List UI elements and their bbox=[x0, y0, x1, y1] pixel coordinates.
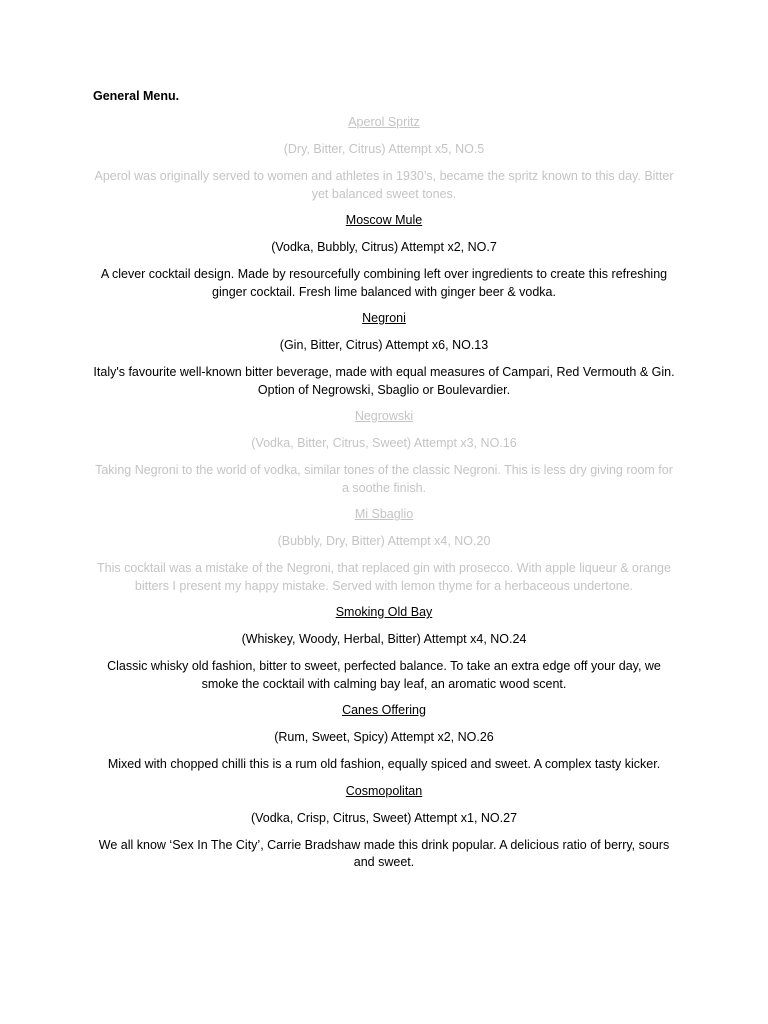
menu-item-description: This cocktail was a mistake of the Negroni, that replaced gin with prosecco. With apple liqueur & orange bitters I present my happy mistake. Served with lemon thyme for a herbaceous undertone. bbox=[97, 561, 671, 593]
menu-item-description: Italy's favourite well-known bitter beverage, made with equal measures of Campari, Red Vermouth & Gin. Option of Negrowski, Sbaglio or Boulevardier. bbox=[93, 365, 675, 397]
menu-item-name: Negrowski bbox=[354, 409, 414, 423]
menu-item-tags: (Vodka, Crisp, Citrus, Sweet) Attempt x1, NO.27 bbox=[250, 810, 518, 825]
menu-item-negrowski bbox=[93, 408, 675, 497]
menu-item-description: Taking Negroni to the world of vodka, similar tones of the classic Negroni. This is less dry giving room for a soothe finish. bbox=[95, 463, 673, 495]
menu-item-description: We all know ‘Sex In The City’, Carrie Bradshaw made this drink popular. A delicious ratio of berry, sours and sweet. bbox=[98, 837, 670, 869]
menu-item-moscow-mule bbox=[93, 212, 675, 301]
menu-item-description: Classic whisky old fashion, bitter to sweet, perfected balance. To take an extra edge off your day, we smoke the cocktail with calming bay leaf, an aromatic wood scent. bbox=[107, 659, 661, 691]
menu-item-name: Negroni bbox=[362, 311, 406, 325]
menu-document bbox=[93, 88, 675, 881]
menu-item-description: Aperol was originally served to women and athletes in 1930’s, became the spritz known to this day. Bitter yet balanced sweet tones. bbox=[94, 169, 674, 201]
menu-item-name: Mi Sbaglio bbox=[354, 507, 414, 521]
menu-item-tags: (Bubbly, Dry, Bitter) Attempt x4, NO.20 bbox=[277, 534, 491, 548]
menu-item-canes-offering bbox=[93, 702, 675, 774]
page-title: General Menu. bbox=[93, 89, 180, 103]
menu-item-name: Smoking Old Bay bbox=[335, 605, 433, 619]
menu-item-tags: (Vodka, Bitter, Citrus, Sweet) Attempt x3, NO.16 bbox=[251, 436, 517, 450]
menu-item-name: Cosmopolitan bbox=[345, 783, 423, 798]
menu-item-name: Canes Offering bbox=[342, 703, 426, 717]
menu-item-tags: (Gin, Bitter, Citrus) Attempt x6, NO.13 bbox=[279, 338, 489, 352]
menu-item-tags: (Rum, Sweet, Spicy) Attempt x2, NO.26 bbox=[274, 730, 494, 744]
menu-item-aperol-spritz bbox=[93, 114, 675, 203]
menu-item-smoking-old-bay bbox=[93, 604, 675, 693]
menu-item-cosmopolitan bbox=[93, 783, 675, 872]
menu-item-description: A clever cocktail design. Made by resourcefully combining left over ingredients to create this refreshing ginger cocktail. Fresh lime balanced with ginger beer & vodka. bbox=[100, 267, 668, 299]
menu-item-tags: (Vodka, Bubbly, Citrus) Attempt x2, NO.7 bbox=[271, 240, 497, 254]
menu-item-name: Aperol Spritz bbox=[348, 115, 420, 129]
menu-item-negroni bbox=[93, 310, 675, 399]
menu-item-name: Moscow Mule bbox=[345, 213, 423, 227]
menu-item-description: Mixed with chopped chilli this is a rum old fashion, equally spiced and sweet. A complex tasty kicker. bbox=[107, 757, 661, 771]
menu-item-tags: (Dry, Bitter, Citrus) Attempt x5, NO.5 bbox=[283, 142, 485, 156]
menu-item-tags: (Whiskey, Woody, Herbal, Bitter) Attempt x4, NO.24 bbox=[241, 632, 527, 646]
menu-item-mi-sbaglio bbox=[93, 506, 675, 595]
